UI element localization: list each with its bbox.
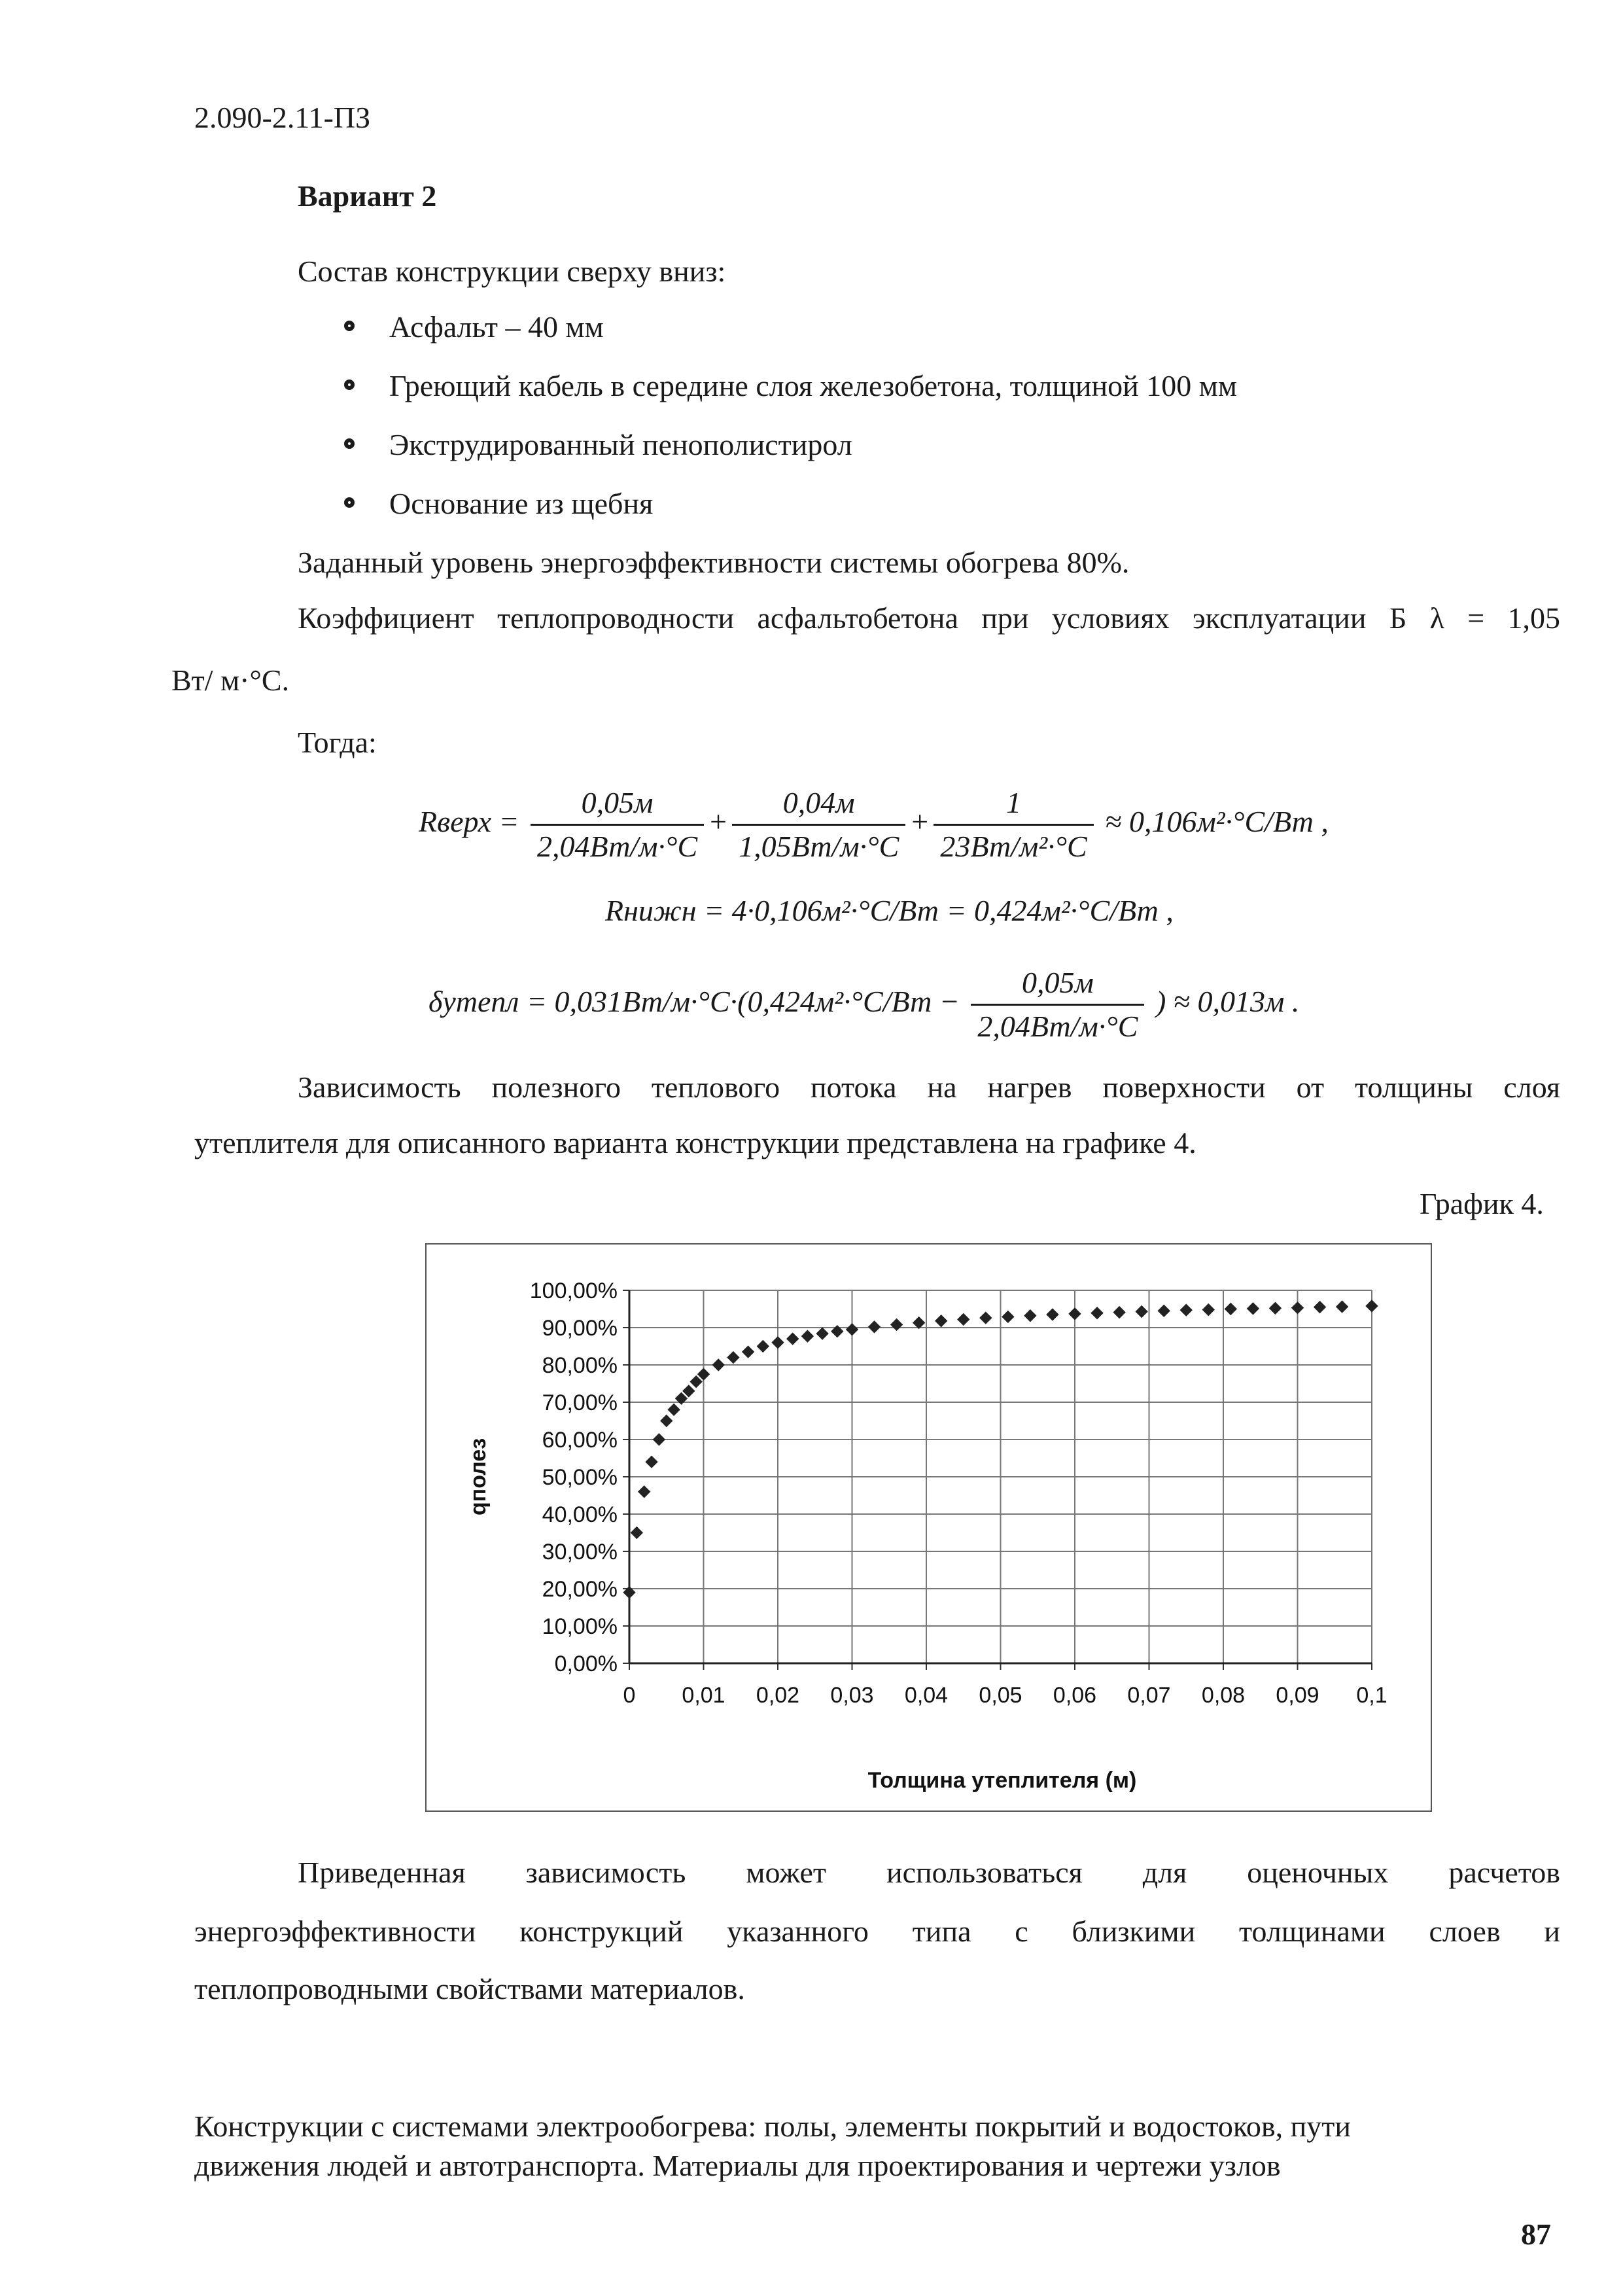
formula-result: ) ≈ 0,013м . bbox=[1155, 985, 1300, 1019]
fraction: $\frac{0,05м}{2,04Вт/м\cdot^\circ С}$ bbox=[531, 782, 704, 868]
x-tick-label: 0,1 bbox=[1356, 1683, 1387, 1708]
page-number: 87 bbox=[1521, 2217, 1551, 2251]
data-point bbox=[1136, 1305, 1147, 1317]
data-point bbox=[913, 1317, 925, 1329]
x-tick-label: 0,02 bbox=[756, 1683, 800, 1708]
list-item: Экструдированный пенополистирол bbox=[340, 425, 1237, 484]
x-tick-label: 0 bbox=[623, 1683, 636, 1708]
chart-frame bbox=[425, 1243, 1432, 1812]
x-tick-label: 0,08 bbox=[1201, 1683, 1246, 1708]
x-tick-label: 0,01 bbox=[682, 1683, 725, 1708]
intro-text: Состав конструкции сверху вниз: bbox=[298, 255, 726, 288]
dependency-text-continued: утеплителя для описанного варианта конструкции представлена на графике 4. bbox=[194, 1126, 1196, 1159]
formula-delta bbox=[428, 962, 1299, 1048]
data-point bbox=[1366, 1300, 1378, 1312]
x-tick-label: 0,04 bbox=[904, 1683, 949, 1708]
bullet-icon bbox=[344, 321, 355, 331]
y-tick-label: 80,00% bbox=[542, 1353, 618, 1378]
document-code: 2.090-2.11-ПЗ bbox=[194, 101, 371, 134]
y-tick-label: 10,00% bbox=[542, 1614, 618, 1639]
data-point bbox=[1158, 1305, 1170, 1316]
fraction: $\frac{0,04м}{1,05Вт/м\cdot^\circ С}$ bbox=[732, 782, 905, 868]
bullet-icon bbox=[344, 380, 355, 390]
dependency-text: Зависимость полезного теплового потока на нагрев поверхности от толщины слоя bbox=[298, 1070, 1560, 1104]
data-point bbox=[668, 1404, 680, 1415]
data-point bbox=[772, 1337, 784, 1349]
then-label: Тогда: bbox=[298, 726, 377, 759]
data-point bbox=[1180, 1304, 1192, 1316]
fraction: $\frac{0,05м}{2,04Вт/м\cdot^\circ С}$ bbox=[971, 962, 1144, 1048]
x-tick-label: 0,07 bbox=[1127, 1683, 1171, 1708]
list-item: Асфальт – 40 мм bbox=[340, 308, 1237, 366]
y-tick-label: 30,00% bbox=[542, 1540, 618, 1564]
data-point bbox=[1024, 1310, 1036, 1322]
formula-lhs: Rверх = bbox=[419, 805, 519, 839]
x-tick-label: 0,05 bbox=[979, 1683, 1022, 1708]
data-point bbox=[631, 1527, 642, 1539]
x-tick-label: 0,09 bbox=[1276, 1683, 1319, 1708]
data-point bbox=[801, 1330, 813, 1342]
x-tick-label: 0,06 bbox=[1053, 1683, 1097, 1708]
list-item: Основание из щебня bbox=[340, 484, 1237, 543]
graph-caption: График 4. bbox=[1420, 1187, 1544, 1220]
data-point bbox=[1314, 1301, 1326, 1313]
data-point bbox=[698, 1368, 710, 1380]
note-text: Приведенная зависимость может использоваться для оценочных расчетов bbox=[298, 1856, 1560, 1889]
data-point bbox=[727, 1352, 739, 1364]
data-point bbox=[891, 1318, 903, 1330]
formula-result: ≈ 0,106м²·°С/Вт , bbox=[1105, 805, 1329, 839]
data-point bbox=[958, 1313, 969, 1325]
data-point bbox=[1247, 1303, 1259, 1315]
x-axis-label: Толщина утеплителя (м) bbox=[867, 1768, 1137, 1793]
data-point bbox=[1269, 1302, 1281, 1314]
data-point bbox=[1069, 1308, 1081, 1320]
y-tick-label: 60,00% bbox=[542, 1428, 618, 1453]
data-point bbox=[1292, 1302, 1304, 1314]
data-point bbox=[653, 1434, 665, 1445]
data-point bbox=[1047, 1309, 1058, 1320]
note-text-continued: энергоэффективности конструкций указанного типа с близкими толщинами слоев и bbox=[194, 1915, 1560, 1948]
data-point bbox=[869, 1321, 881, 1333]
x-tick-label: 0,03 bbox=[830, 1683, 874, 1708]
formula-r-top: Rверх = $\frac{0,05м}{2,04Вт/м\cdot^\circ С}$ + $\frac{0,04м}{1,05Вт/м\cdot^\circ С}$ + $\frac{1}{\text{23Вт/м²·°С}}$ ≈ 0,106м²·°С/Вт , bbox=[419, 782, 1329, 868]
formula-lhs: δутепл = 0,031Вт/м·°С·(0,424м²·°С/Вт − bbox=[428, 985, 960, 1019]
y-tick-label: 50,00% bbox=[542, 1465, 618, 1490]
chart bbox=[427, 1245, 1431, 1810]
bullet-icon bbox=[344, 497, 355, 508]
y-tick-label: 20,00% bbox=[542, 1577, 618, 1602]
data-point bbox=[712, 1359, 724, 1371]
footer-text: Конструкции с системами электрообогрева: полы, элементы покрытий и водостоков, пути bbox=[194, 2110, 1351, 2143]
y-tick-label: 40,00% bbox=[542, 1502, 618, 1527]
y-tick-label: 70,00% bbox=[542, 1390, 618, 1415]
data-point bbox=[846, 1324, 858, 1335]
coefficient-text: Коэффициент теплопроводности асфальтобетона при условиях эксплуатации Б λ = 1,05 bbox=[298, 601, 1560, 635]
formula-r-bottom: Rнижн = 4·0,106м²·°С/Вт = 0,424м²·°С/Вт , bbox=[605, 894, 1174, 927]
data-point bbox=[1202, 1304, 1214, 1316]
data-point bbox=[661, 1415, 672, 1427]
y-tick-label: 0,00% bbox=[554, 1651, 618, 1676]
data-point bbox=[742, 1346, 754, 1358]
y-tick-label: 90,00% bbox=[542, 1316, 618, 1341]
fraction: $\frac{1}{\text{23Вт/м²·°С}}$ bbox=[934, 782, 1093, 868]
data-point bbox=[787, 1333, 799, 1345]
data-point bbox=[638, 1486, 650, 1498]
bullet-icon bbox=[344, 438, 355, 449]
y-axis-label: qполез bbox=[466, 1438, 491, 1516]
data-point bbox=[1002, 1311, 1014, 1322]
note-text-end: теплопроводными свойствами материалов. bbox=[194, 1972, 745, 2005]
data-point bbox=[1091, 1307, 1103, 1319]
data-point bbox=[980, 1312, 992, 1324]
efficiency-level-text: Заданный уровень энергоэффективности системы обогрева 80%. bbox=[298, 546, 1130, 579]
data-point bbox=[690, 1376, 702, 1388]
section-heading: Вариант 2 bbox=[298, 179, 437, 213]
y-tick-label: 100,00% bbox=[529, 1279, 618, 1303]
coefficient-unit-text: Вт/ м·°С. bbox=[171, 663, 290, 697]
data-point bbox=[683, 1385, 695, 1397]
data-point bbox=[816, 1328, 828, 1339]
footer-text-continued: движения людей и автотранспорта. Материалы для проектирования и чертежи узлов bbox=[194, 2149, 1281, 2182]
data-point bbox=[646, 1456, 657, 1468]
data-point bbox=[935, 1315, 947, 1327]
data-point bbox=[1336, 1301, 1348, 1313]
data-point bbox=[1113, 1307, 1125, 1318]
list-item: Греющий кабель в середине слоя железобетона, толщиной 100 мм bbox=[340, 366, 1237, 425]
data-point bbox=[1225, 1303, 1236, 1315]
layer-list bbox=[340, 308, 1237, 543]
data-point bbox=[757, 1341, 769, 1352]
